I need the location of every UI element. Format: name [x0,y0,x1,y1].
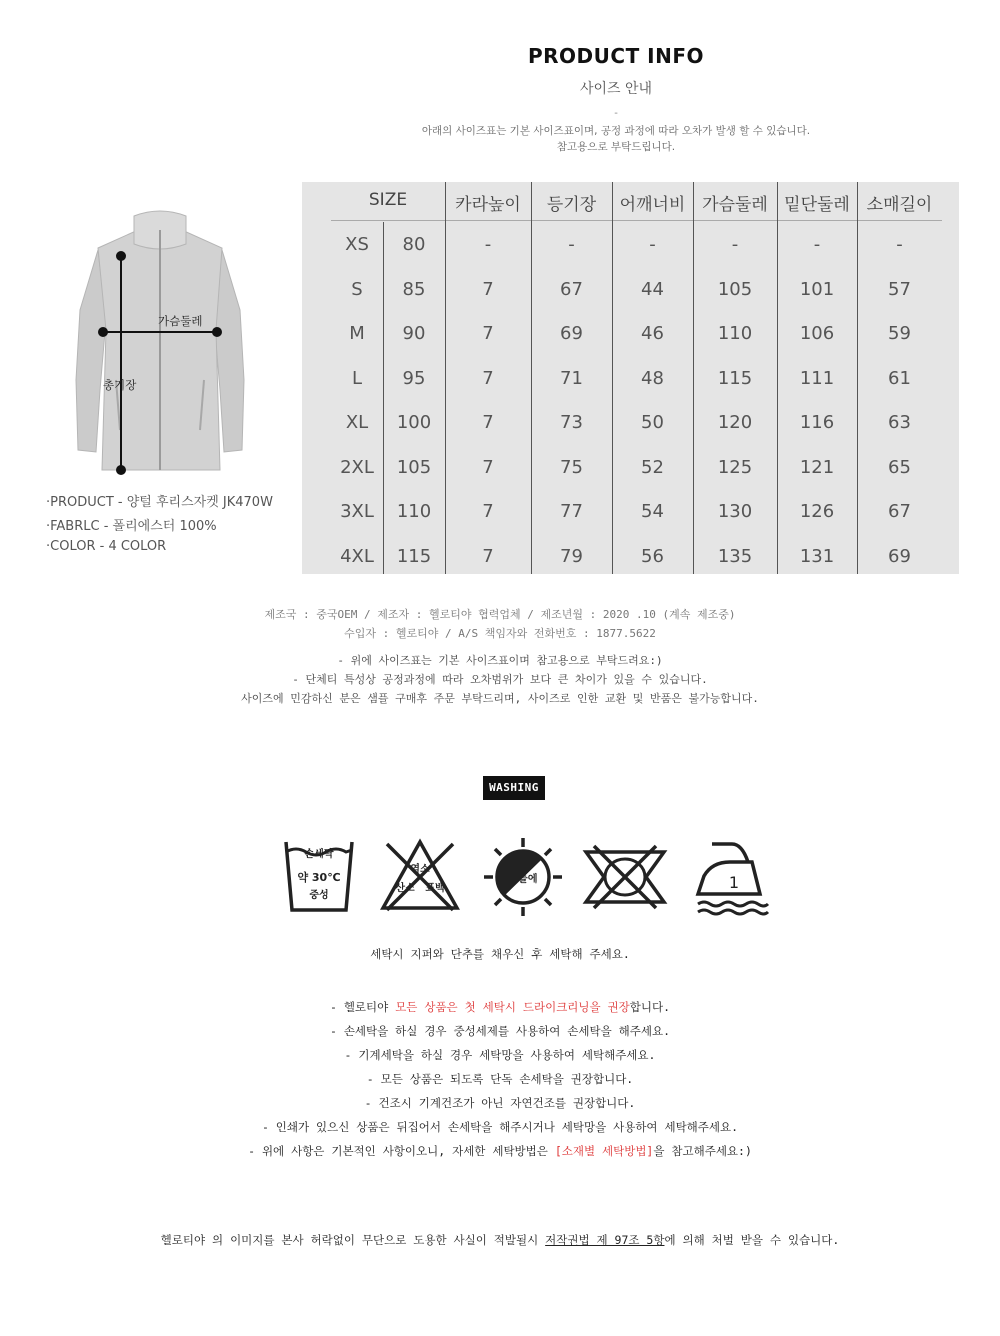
size-value-cell: 67 [888,501,911,522]
size-value-cell: 75 [560,456,583,478]
size-value-cell: 71 [560,367,583,389]
size-label-cell: XL [345,412,369,433]
size-value-cell: 105 [396,456,432,478]
hand-wash-text-3: 중성 [309,890,329,901]
care-line: - 손세탁을 하실 경우 중성세제를 사용하여 손세탁을 해주세요. [329,1024,671,1038]
size-value-cell: 67 [560,278,583,300]
size-value-cell: - [649,234,656,255]
size-value-cell: 69 [888,545,911,567]
size-value-cell: - [813,234,821,255]
size-value-cell: - [568,234,575,255]
size-value-cell: 44 [641,278,664,300]
size-value-cell: 7 [482,412,494,433]
size-value-cell: 7 [482,323,494,344]
bleach-text-3: 표백 [425,883,445,894]
size-note-line-1: 아래의 사이즈표는 기본 사이즈표이며, 공정 과정에 따라 오차가 발생 할 수 있습니다. [421,125,811,137]
size-value-cell: 101 [799,278,835,300]
chest-label: 가슴둘레 [158,314,203,328]
copyright-suffix: 에 의해 처벌 받을 수 있습니다. [664,1233,840,1247]
size-value-cell: 59 [888,323,911,344]
care-line: - 기계세탁을 하실 경우 세탁망을 사용하여 세탁해주세요. [344,1048,656,1062]
jacket-illustration [60,200,260,490]
size-value-cell: 77 [560,501,583,522]
iron-icon [690,836,776,918]
size-value-cell: 115 [717,367,753,389]
header-divider [331,220,942,221]
size-value-cell: 106 [799,323,835,344]
care-highlight: 모든 상품은 첫 세탁시 드라이크리닝을 권장 [395,1000,630,1014]
no-tumble-dry-icon [582,836,668,918]
size-value-cell: 46 [641,323,664,344]
size-value-cell: 95 [402,367,426,389]
size-notice: - 위에 사이즈표는 기본 사이즈표이며 참고용으로 부탁드려요:) [337,654,663,667]
size-value-cell: 56 [641,545,664,567]
page-subtitle: 사이즈 안내 [579,81,653,97]
size-value-cell: 105 [717,278,753,300]
size-label-cell: L [351,367,363,389]
size-value-cell: 48 [641,367,664,389]
care-line: - 인쇄가 있으신 상품은 뒤집어서 손세탁을 해주시거나 세탁망을 사용하여 세탁해주세요. [261,1120,739,1134]
care-suffix: 을 참고해주세요:) [653,1144,752,1158]
care-line-material-guide [0,1143,1000,1159]
size-label-cell: M [349,323,365,344]
size-value-cell: 79 [560,545,583,567]
size-value-cell: 65 [888,456,911,478]
size-value-cell: 7 [482,501,494,522]
size-table [302,182,959,574]
page-title: PRODUCT INFO [527,44,705,68]
hand-wash-icon [276,836,362,918]
care-line-dry-clean [0,999,1000,1015]
size-value-cell: 7 [482,545,494,567]
copyright-prefix: 헬로티야 의 이미지를 본사 허락없이 무단으로 도용한 사실이 적발될시 [160,1233,546,1247]
size-value-cell: - [731,234,739,255]
size-value-cell: 57 [888,278,911,300]
size-value-cell: 54 [641,501,664,522]
size-value-cell: 73 [560,412,583,433]
no-bleach-icon [377,836,463,918]
size-value-cell: - [896,234,903,255]
size-notice: - 단체티 특성상 공정과정에 따라 오차범위가 보다 큰 차이가 있을 수 있습니다. [292,673,708,686]
size-value-cell: 100 [396,412,432,433]
care-line: - 건조시 기계건조가 아닌 자연건조를 권장합니다. [364,1096,636,1110]
size-value-cell: 121 [799,456,835,478]
size-label-cell: XS [345,234,369,255]
care-prefix: - 위에 사항은 기본적인 사항이오니, 자세한 세탁방법은 [248,1144,555,1158]
product-color: ·COLOR - 4 COLOR [46,539,167,554]
size-value-cell: 7 [482,456,494,478]
iron-level-text: 1 [728,873,740,892]
size-value-cell: 50 [641,412,664,433]
size-table-header: SIZE [368,190,408,210]
size-value-cell: 85 [402,278,426,300]
copyright-law: 저작권법 제 97조 5항 [545,1233,665,1247]
size-value-cell: 120 [717,412,753,433]
shade-dry-icon [480,836,566,918]
washing-intro: 세탁시 지퍼와 단추를 채우신 후 세탁해 주세요. [370,947,630,961]
size-label-cell: S [351,278,363,300]
care-line: - 모든 상품은 되도록 단독 손세탁을 권장합니다. [366,1072,634,1086]
product-fabric: ·FABRLC - 폴리에스터 100% [46,519,217,534]
size-table-header: 어깨너비 [619,195,686,215]
importer-info: 수입자 : 헬로티야 / A/S 책임자와 전화번호 : 1877.5622 [344,627,656,640]
size-notice: 사이즈에 민감하신 분은 샘플 구매후 주문 부탁드리며, 사이즈로 인한 교환 및 반품은 불가능합니다. [241,692,759,705]
size-label-cell: 3XL [340,501,374,522]
size-note-line-2: 참고용으로 부탁드립니다. [556,141,676,153]
size-table-header: 소매길이 [866,195,933,215]
hand-wash-text-2: 약 30℃ [297,871,341,884]
product-name: ·PRODUCT - 양털 후리스자켓 JK470W [46,495,273,510]
size-table-header: 카라높이 [455,195,521,215]
size-label-cell: 4XL [340,545,374,567]
washing-badge: WASHING [483,776,545,800]
size-value-cell: - [484,234,492,255]
size-table-header: 밑단둘레 [784,195,850,215]
size-value-cell: 130 [717,501,753,522]
size-value-cell: 7 [482,367,494,389]
bleach-text-2: 산소 [395,883,415,894]
shade-text: 그늘에 [508,874,538,885]
size-value-cell: 126 [799,501,835,522]
length-label: 총기장 [103,378,137,392]
size-table-header: 가슴둘레 [702,195,768,215]
size-value-cell: 61 [888,367,911,389]
bleach-text-1: 염소 [410,864,430,875]
maker-info: 제조국 : 중국OEM / 제조자 : 헬로티야 협력업체 / 제조년월 : 2020 .10 (계속 제조중) [264,608,736,621]
size-label-cell: 2XL [340,456,374,478]
size-value-cell: 52 [641,456,664,478]
size-value-cell: 80 [402,234,426,255]
size-value-cell: 125 [717,456,753,478]
size-value-cell: 131 [799,545,835,567]
size-table-header: 등기장 [546,195,597,215]
size-value-cell: 63 [888,412,911,433]
size-value-cell: 7 [482,278,494,300]
header-dash: - [614,108,618,119]
size-value-cell: 69 [560,323,583,344]
size-value-cell: 90 [402,323,426,344]
care-suffix: 합니다. [629,1000,671,1014]
size-value-cell: 110 [396,501,432,522]
size-value-cell: 135 [717,545,753,567]
hand-wash-text-1: 손세탁 [304,849,334,860]
size-value-cell: 116 [799,412,835,433]
care-prefix: - 헬로티야 [329,1000,396,1014]
size-value-cell: 115 [396,545,432,567]
material-guide-link[interactable]: [소재별 세탁방법] [554,1144,654,1158]
copyright-notice [0,1232,1000,1248]
size-value-cell: 110 [717,323,753,344]
size-value-cell: 111 [799,367,835,389]
